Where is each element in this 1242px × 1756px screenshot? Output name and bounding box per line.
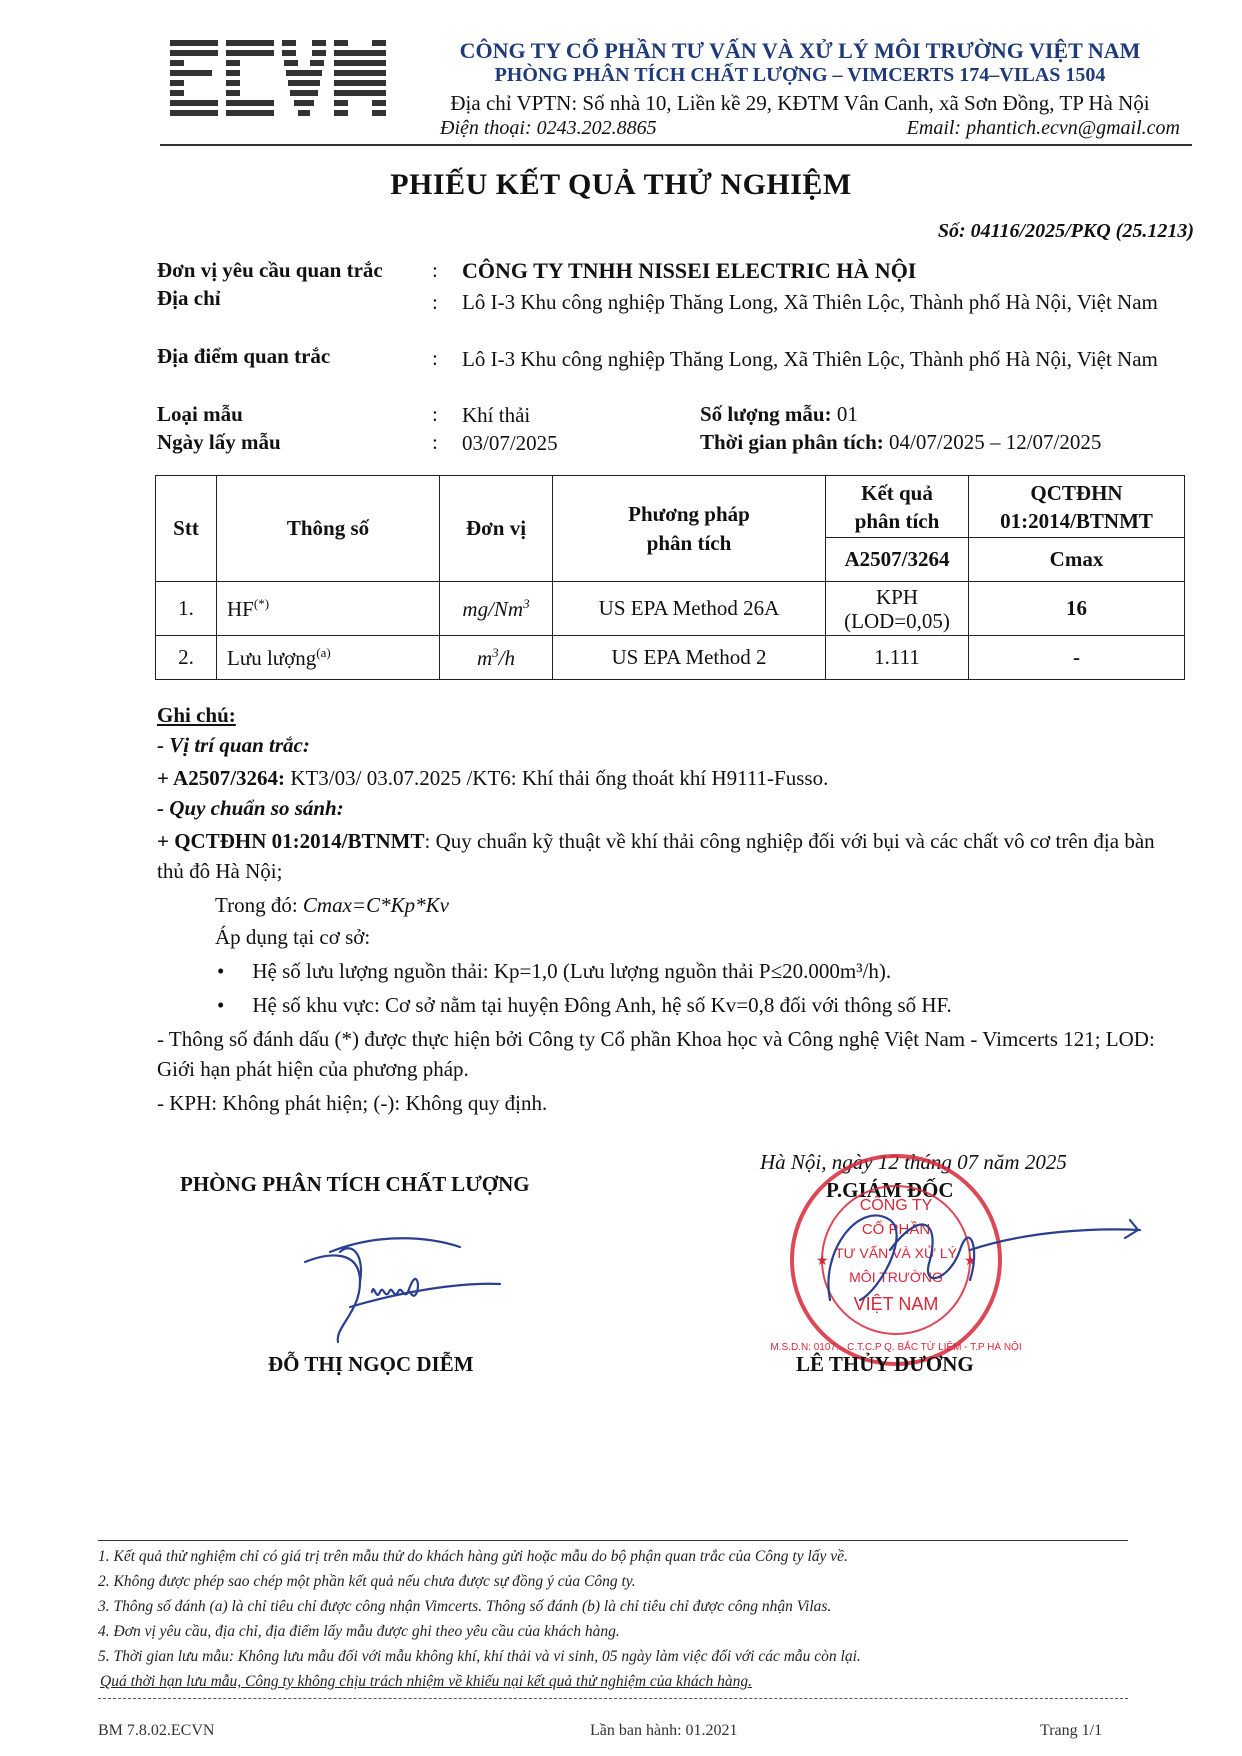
lab-name: PHÒNG PHÂN TÍCH CHẤT LƯỢNG – VIMCERTS 174–VILAS 1504 <box>494 64 1106 86</box>
left-signature <box>290 1222 510 1352</box>
row-result: KPH (LOD=0,05) <box>826 582 969 636</box>
row-cmax: - <box>969 636 1185 680</box>
row-unit: mg/Nm$^3$ <box>440 582 553 636</box>
colon: : <box>432 258 438 282</box>
colon: : <box>432 430 438 454</box>
sample-date-label: Ngày lấy mẫu <box>157 430 281 454</box>
table-row <box>156 582 1185 636</box>
row-result: 1.111 <box>826 636 969 680</box>
sample-code-header: A2507/3264 <box>826 538 969 582</box>
document-title: PHIẾU KẾT QUẢ THỬ NGHIỆM <box>390 168 852 201</box>
location-heading: - Vị trí quan trắc: <box>157 733 310 757</box>
footer-dashed-divider <box>98 1698 1128 1699</box>
sample-date-value: 03/07/2025 <box>462 431 558 455</box>
sign-date: Hà Nội, ngày 12 tháng 07 năm 2025 <box>760 1150 1067 1174</box>
row-unit: $m^3/h$ <box>440 636 553 680</box>
footnote-2: 2. Không được phép sao chép một phần kết quả nếu chưa được sự đồng ý của Công ty. <box>98 1573 636 1590</box>
colon: : <box>432 290 438 314</box>
standard-line: + QCTĐHN 01:2014/BTNMT: Quy chuẩn kỹ thuật về khí thải công nghiệp đối với bụi và các chất vô cơ trên địa bàn thủ đô Hà Nội; <box>157 829 1155 883</box>
page-number: Trang 1/1 <box>1040 1722 1103 1739</box>
table-row <box>156 636 1185 680</box>
contact-line <box>430 117 1180 140</box>
email: Email: phantich.ecvn@gmail.com <box>906 117 1180 139</box>
issue-number: Lần ban hành: 01.2021 <box>590 1722 738 1739</box>
header-divider <box>160 144 1192 146</box>
row-param: Lưu lượng$^{(a)}$ <box>217 636 440 680</box>
notes-heading: Ghi chú: <box>157 703 236 727</box>
right-signer-title: P.GIÁM ĐỐC <box>826 1178 954 1202</box>
footnote-1: 1. Kết quả thử nghiệm chỉ có giá trị trên mẫu thử do khách hàng gửi hoặc mẫu do bộ phận quan trắc của Công ty lấy về. <box>98 1548 848 1565</box>
form-code: BM 7.8.02.ECVN <box>98 1722 215 1739</box>
colon: : <box>432 402 438 426</box>
col-result: Kết quả phân tích <box>826 476 969 538</box>
footnote-4: 4. Đơn vị yêu cầu, địa chỉ, địa điểm lấy mẫu được ghi theo yêu cầu của khách hàng. <box>98 1623 620 1640</box>
address-value: Lô I-3 Khu công nghiệp Thăng Long, Xã Thiên Lộc, Thành phố Hà Nội, Việt Nam <box>462 290 1158 314</box>
left-signer-name: ĐỖ THỊ NGỌC DIỄM <box>268 1352 474 1376</box>
stamp-line: CÔNG TY <box>859 1197 933 1214</box>
svg-text:★: ★ <box>964 1254 977 1269</box>
ecvn-logo <box>170 38 386 118</box>
note-1: - Thông số đánh dấu (*) được thực hiện bởi Công ty Cổ phần Khoa học và Công nghệ Việt Nam - Vimcerts 121; LOD: Giới hạn phát hiện của phương pháp. <box>157 1027 1155 1081</box>
svg-text:★: ★ <box>816 1254 829 1269</box>
row-stt: 1. <box>156 582 217 636</box>
notes-section <box>157 700 1167 1118</box>
apply-line: Áp dụng tại cơ sở: <box>215 925 371 949</box>
stamp-line: MÔI TRƯỜNG <box>849 1269 943 1285</box>
analysis-time: Thời gian phân tích: 04/07/2025 – 12/07/2025 <box>700 430 1102 454</box>
footer-divider <box>98 1540 1128 1541</box>
row-method: US EPA Method 2 <box>553 636 826 680</box>
colon: : <box>432 346 438 370</box>
document-number: Số: 04116/2025/PKQ (25.1213) <box>937 220 1194 242</box>
client-label: Đơn vị yêu cầu quan trắc <box>157 258 383 282</box>
stamp-line: CỔ PHẦN <box>861 1221 931 1238</box>
address-label: Địa chỉ <box>157 286 221 310</box>
lab-address: Địa chỉ VPTN: Số nhà 10, Liền kề 29, KĐTM Vân Canh, xã Sơn Đồng, TP Hà Nội <box>450 91 1150 115</box>
sample-type-label: Loại mẫu <box>157 402 243 426</box>
site-value: Lô I-3 Khu công nghiệp Thăng Long, Xã Thiên Lộc, Thành phố Hà Nội, Việt Nam <box>462 347 1158 371</box>
row-cmax: 16 <box>969 582 1185 636</box>
col-stt: Stt <box>156 476 217 582</box>
col-param: Thông số <box>217 476 440 582</box>
bullet-1: • Hệ số lưu lượng nguồn thải: Kp=1,0 (Lưu lượng nguồn thải P≤20.000m³/h). <box>217 959 892 983</box>
col-method: Phương pháp phân tích <box>553 476 826 582</box>
cmax-header: Cmax <box>969 538 1185 582</box>
footnote-5: 5. Thời gian lưu mẫu: Không lưu mẫu đối với mẫu không khí, khí thải và vi sinh, 05 ngày làm việc đối với các mẫu còn lại. <box>98 1648 861 1665</box>
left-signer-title: PHÒNG PHÂN TÍCH CHẤT LƯỢNG <box>180 1172 530 1196</box>
footnote-6: Quá thời hạn lưu mẫu, Công ty không chịu trách nhiệm về khiếu nại kết quả thử nghiệm của khách hàng. <box>100 1673 752 1690</box>
client-value: CÔNG TY TNHH NISSEI ELECTRIC HÀ NỘI <box>462 258 917 283</box>
site-label: Địa điểm quan trắc <box>157 344 331 368</box>
stamp-ring: M.S.D.N: 0107... C.T.C.P Q. BẮC TỪ LIÊM - T.P HÀ NỘI <box>770 1342 1022 1353</box>
right-signature <box>770 1190 1150 1320</box>
sample-count: Số lượng mẫu: 01 <box>700 402 858 426</box>
formula-line: Trong đó: Cmax=C*Kp*Kv <box>215 893 449 917</box>
stamp-line: VIỆT NAM <box>853 1294 939 1314</box>
row-stt: 2. <box>156 636 217 680</box>
results-table <box>155 475 1185 680</box>
phone: Điện thoại: 0243.202.8865 <box>440 117 657 139</box>
row-method: US EPA Method 26A <box>553 582 826 636</box>
standard-heading: - Quy chuẩn so sánh: <box>157 796 344 820</box>
row-param: HF(*) <box>217 582 440 636</box>
col-unit: Đơn vị <box>440 476 553 582</box>
bullet-2: • Hệ số khu vực: Cơ sở nằm tại huyện Đông Anh, hệ số Kv=0,8 đối với thông số HF. <box>217 993 952 1017</box>
company-name: CÔNG TY CỔ PHẦN TƯ VẤN VÀ XỬ LÝ MÔI TRƯỜNG VIỆT NAM <box>459 38 1141 63</box>
sample-type-value: Khí thải <box>462 403 531 427</box>
col-standard: QCTĐHN 01:2014/BTNMT <box>969 476 1185 538</box>
right-signer-name: LÊ THỦY DƯƠNG <box>796 1352 974 1376</box>
note-2: - KPH: Không phát hiện; (-): Không quy định. <box>157 1091 548 1115</box>
location-line: + A2507/3264: KT3/03/ 03.07.2025 /KT6: Khí thải ống thoát khí H9111-Fusso. <box>157 766 829 790</box>
footnote-3: 3. Thông số đánh (a) là chỉ tiêu chỉ được công nhận Vimcerts. Thông số đánh (b) là chỉ tiêu chỉ được công nhận Vilas. <box>98 1598 832 1615</box>
stamp-line: TƯ VẤN VÀ XỬ LÝ <box>835 1245 957 1261</box>
